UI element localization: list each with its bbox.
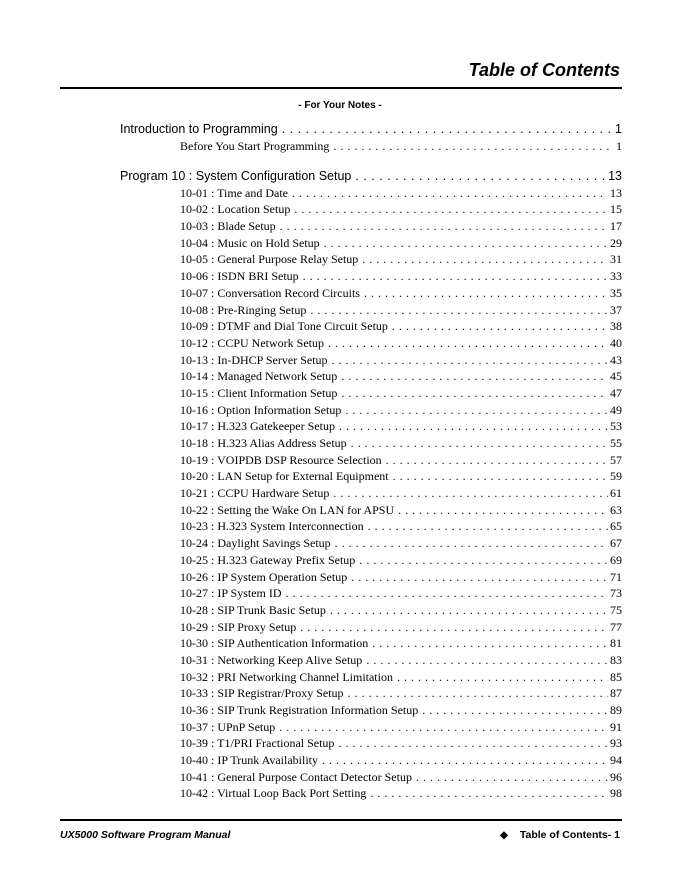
dot-leader <box>345 402 608 419</box>
toc-entry-page: 13 <box>610 185 622 200</box>
toc-subsection-entry[interactable] <box>120 635 622 652</box>
toc-subsection-entry[interactable] <box>120 185 622 202</box>
toc-subsection-entry[interactable] <box>120 138 622 155</box>
diamond-icon: ◆ <box>500 830 508 841</box>
dot-leader <box>341 385 608 402</box>
toc-subsection-entry[interactable] <box>120 268 622 285</box>
toc-entry-page: 67 <box>610 536 622 551</box>
toc-entry-page: 94 <box>610 753 622 768</box>
toc-entry-title: 10-04 : Music on Hold Setup <box>180 235 320 250</box>
page-number-label: Table of Contents- 1 <box>519 829 620 841</box>
toc-entry-page: 35 <box>610 285 622 300</box>
manual-title: UX5000 Software Program Manual <box>60 829 231 841</box>
dot-leader <box>341 368 608 385</box>
toc-subsection-entry[interactable] <box>120 619 622 636</box>
toc-entry-title: 10-14 : Managed Network Setup <box>180 369 338 384</box>
footer-page-label <box>500 829 620 841</box>
toc-entry-title: 10-02 : Location Setup <box>180 202 291 217</box>
toc-entry-page: 59 <box>610 469 622 484</box>
toc-entry-title: 10-06 : ISDN BRI Setup <box>180 269 299 284</box>
dot-leader <box>292 185 608 202</box>
toc-subsection-entry[interactable] <box>120 702 622 719</box>
toc-entry-page: 38 <box>610 319 622 334</box>
toc-entry-title: 10-08 : Pre-Ringing Setup <box>180 302 307 317</box>
toc-entry-page: 45 <box>610 369 622 384</box>
toc-entry-page: 61 <box>610 486 622 501</box>
toc-entry-title: 10-23 : H.323 System Interconnection <box>180 519 364 534</box>
dot-leader <box>372 635 608 652</box>
toc-entry-title: 10-12 : CCPU Network Setup <box>180 335 324 350</box>
dot-leader <box>324 235 608 252</box>
toc-entry-title: 10-40 : IP Trunk Availability <box>180 753 319 768</box>
toc-entry-page: 1 <box>616 139 622 153</box>
toc-entry-page: 85 <box>610 669 622 684</box>
toc-entry-page: 77 <box>610 619 622 634</box>
toc-entry-page: 55 <box>610 436 622 450</box>
toc-entry-title: 10-31 : Networking Keep Alive Setup <box>180 652 363 667</box>
toc-entry-page: 17 <box>610 219 622 234</box>
dot-leader <box>330 602 608 619</box>
toc-entry-title: 10-30 : SIP Authentication Information <box>180 636 369 651</box>
toc-entry-page: 43 <box>610 352 622 367</box>
dot-leader <box>339 418 608 435</box>
dot-leader <box>300 619 608 636</box>
toc-entry-page: 13 <box>608 168 622 183</box>
dot-leader <box>366 652 608 669</box>
dot-leader <box>322 752 608 769</box>
toc-entry-title: 10-09 : DTMF and Dial Tone Circuit Setup <box>180 319 388 334</box>
toc-section-entry[interactable] <box>120 121 622 138</box>
toc-entry-title: 10-03 : Blade Setup <box>180 219 276 234</box>
toc-entry-title: Before You Start Programming <box>180 139 330 153</box>
dot-leader <box>310 302 608 319</box>
toc-entry-title: 10-07 : Conversation Record Circuits <box>180 285 360 300</box>
toc-subsection-entry[interactable] <box>120 735 622 752</box>
page-title: Table of Contents <box>468 60 620 80</box>
dot-leader <box>294 201 608 218</box>
toc-subsection-entry[interactable] <box>120 418 622 435</box>
toc-section-entry[interactable] <box>120 168 622 185</box>
toc-subsection-entry[interactable] <box>120 318 622 335</box>
toc-subsection-entry[interactable] <box>120 402 622 419</box>
dot-leader <box>351 435 608 452</box>
toc-entry-title: 10-17 : H.323 Gatekeeper Setup <box>180 419 335 434</box>
toc-entry-page: 91 <box>610 719 622 734</box>
toc-entry-title: 10-27 : IP System ID <box>180 586 282 601</box>
toc-entry-page: 96 <box>610 769 622 784</box>
toc-subsection-entry[interactable] <box>120 302 622 319</box>
dot-leader <box>397 669 608 686</box>
dot-leader <box>335 535 608 552</box>
toc-entry-title: 10-13 : In-DHCP Server Setup <box>180 352 328 367</box>
toc-entry-title: 10-42 : Virtual Loop Back Port Setting <box>180 786 367 801</box>
dot-leader <box>332 352 608 369</box>
toc-subsection-entry[interactable] <box>120 752 622 769</box>
toc-entry-title: Introduction to Programming <box>120 122 278 136</box>
toc-subsection-entry[interactable] <box>120 335 622 352</box>
dot-leader <box>286 585 608 602</box>
toc-entry-title: 10-26 : IP System Operation Setup <box>180 569 348 584</box>
notes-label <box>0 100 680 111</box>
dot-leader <box>392 318 608 335</box>
toc-spacer <box>120 155 622 168</box>
toc-entry-page: 87 <box>610 686 622 701</box>
header-rule <box>60 87 622 89</box>
toc-subsection-entry[interactable] <box>120 452 622 469</box>
toc-entry-title: Program 10 : System Configuration Setup <box>120 168 352 183</box>
dot-leader <box>355 168 606 185</box>
toc-entry-page: 29 <box>610 235 622 250</box>
dot-leader <box>359 552 608 569</box>
dot-leader <box>348 685 608 702</box>
toc-entry-page: 40 <box>610 335 622 350</box>
dot-leader <box>422 702 608 719</box>
toc-entry-page: 69 <box>610 552 622 567</box>
dot-leader <box>393 468 608 485</box>
toc-subsection-entry[interactable] <box>120 685 622 702</box>
toc-entry-page: 31 <box>610 252 622 267</box>
toc-subsection-entry[interactable] <box>120 468 622 485</box>
toc-entry-title: 10-33 : SIP Registrar/Proxy Setup <box>180 686 344 701</box>
dot-leader <box>279 719 608 736</box>
dot-leader <box>328 335 608 352</box>
dot-leader <box>351 569 608 586</box>
toc-subsection-entry[interactable] <box>120 769 622 786</box>
toc-subsection-entry[interactable] <box>120 602 622 619</box>
toc-entry-title: 10-19 : VOIPDB DSP Resource Selection <box>180 452 382 467</box>
toc-entry-page: 65 <box>610 519 622 534</box>
toc-entry-page: 98 <box>610 786 622 801</box>
toc-entry-page: 1 <box>615 122 622 136</box>
toc-entry-title: 10-18 : H.323 Alias Address Setup <box>180 436 347 450</box>
toc-entry-page: 49 <box>610 402 622 417</box>
dot-leader <box>280 218 608 235</box>
toc-subsection-entry[interactable] <box>120 652 622 669</box>
toc-entry-page: 53 <box>610 419 622 434</box>
toc-entry-page: 83 <box>610 652 622 667</box>
toc-subsection-entry[interactable] <box>120 719 622 736</box>
toc-entry-page: 47 <box>610 385 622 400</box>
dot-leader <box>386 452 608 469</box>
toc-entry-page: 93 <box>610 736 622 751</box>
toc-subsection-entry[interactable] <box>120 785 622 802</box>
toc-subsection-entry[interactable] <box>120 235 622 252</box>
toc-subsection-entry[interactable] <box>120 535 622 552</box>
toc-subsection-entry[interactable] <box>120 385 622 402</box>
toc-entry-title: 10-39 : T1/PRI Fractional Setup <box>180 736 335 751</box>
dot-leader <box>368 518 608 535</box>
toc-entry-title: 10-24 : Daylight Savings Setup <box>180 536 331 551</box>
toc-subsection-entry[interactable] <box>120 285 622 302</box>
toc-entry-title: 10-29 : SIP Proxy Setup <box>180 619 297 634</box>
toc-entry-title: 10-25 : H.323 Gateway Prefix Setup <box>180 552 356 567</box>
dot-leader <box>303 268 608 285</box>
toc-subsection-entry[interactable] <box>120 502 622 519</box>
notes-text: - For Your Notes - <box>298 100 382 111</box>
toc-subsection-entry[interactable] <box>120 201 622 218</box>
toc-subsection-entry[interactable] <box>120 585 622 602</box>
toc-subsection-entry[interactable] <box>120 485 622 502</box>
dot-leader <box>416 769 608 786</box>
toc-entry-title: 10-01 : Time and Date <box>180 185 288 200</box>
toc-subsection-entry[interactable] <box>120 368 622 385</box>
dot-leader <box>364 285 608 302</box>
dot-leader <box>282 121 613 138</box>
toc-entry-title: 10-20 : LAN Setup for External Equipment <box>180 469 389 484</box>
toc-entry-title: 10-41 : General Purpose Contact Detector Setup <box>180 769 412 784</box>
toc-entry-page: 71 <box>610 569 622 584</box>
toc-subsection-entry[interactable] <box>120 218 622 235</box>
toc-entry-page: 73 <box>610 586 622 601</box>
toc-subsection-entry[interactable] <box>120 518 622 535</box>
toc-entry-page: 57 <box>610 452 622 467</box>
toc-entry-page: 15 <box>610 202 622 217</box>
toc-entry-page: 81 <box>610 636 622 651</box>
dot-leader <box>398 502 608 519</box>
toc-entry-page: 33 <box>610 269 622 284</box>
toc-entry-title: 10-37 : UPnP Setup <box>180 719 276 734</box>
dot-leader <box>338 735 608 752</box>
toc-entry-title: 10-16 : Option Information Setup <box>180 402 342 417</box>
toc-subsection-entry[interactable] <box>120 569 622 586</box>
dot-leader <box>333 485 608 502</box>
toc-subsection-entry[interactable] <box>120 669 622 686</box>
toc-entry-title: 10-21 : CCPU Hardware Setup <box>180 486 330 501</box>
toc-entry-title: 10-32 : PRI Networking Channel Limitation <box>180 669 393 684</box>
toc-subsection-entry[interactable] <box>120 435 622 452</box>
toc-entry-page: 37 <box>610 302 622 317</box>
footer-rule <box>60 819 622 821</box>
toc-entry-title: 10-05 : General Purpose Relay Setup <box>180 252 359 267</box>
toc-subsection-entry[interactable] <box>120 552 622 569</box>
toc-entry-title: 10-22 : Setting the Wake On LAN for APSU <box>180 502 395 517</box>
dot-leader <box>370 785 608 802</box>
toc-entry-title: 10-36 : SIP Trunk Registration Information Setup <box>180 703 419 717</box>
toc-entry-title: 10-28 : SIP Trunk Basic Setup <box>180 602 326 617</box>
toc-entry-page: 89 <box>610 703 622 717</box>
toc-subsection-entry[interactable] <box>120 251 622 268</box>
dot-leader <box>333 138 614 155</box>
dot-leader <box>362 251 608 268</box>
toc-subsection-entry[interactable] <box>120 352 622 369</box>
table-of-contents <box>120 121 622 802</box>
toc-entry-page: 75 <box>610 602 622 617</box>
toc-entry-page: 63 <box>610 502 622 517</box>
toc-entry-title: 10-15 : Client Information Setup <box>180 385 338 400</box>
